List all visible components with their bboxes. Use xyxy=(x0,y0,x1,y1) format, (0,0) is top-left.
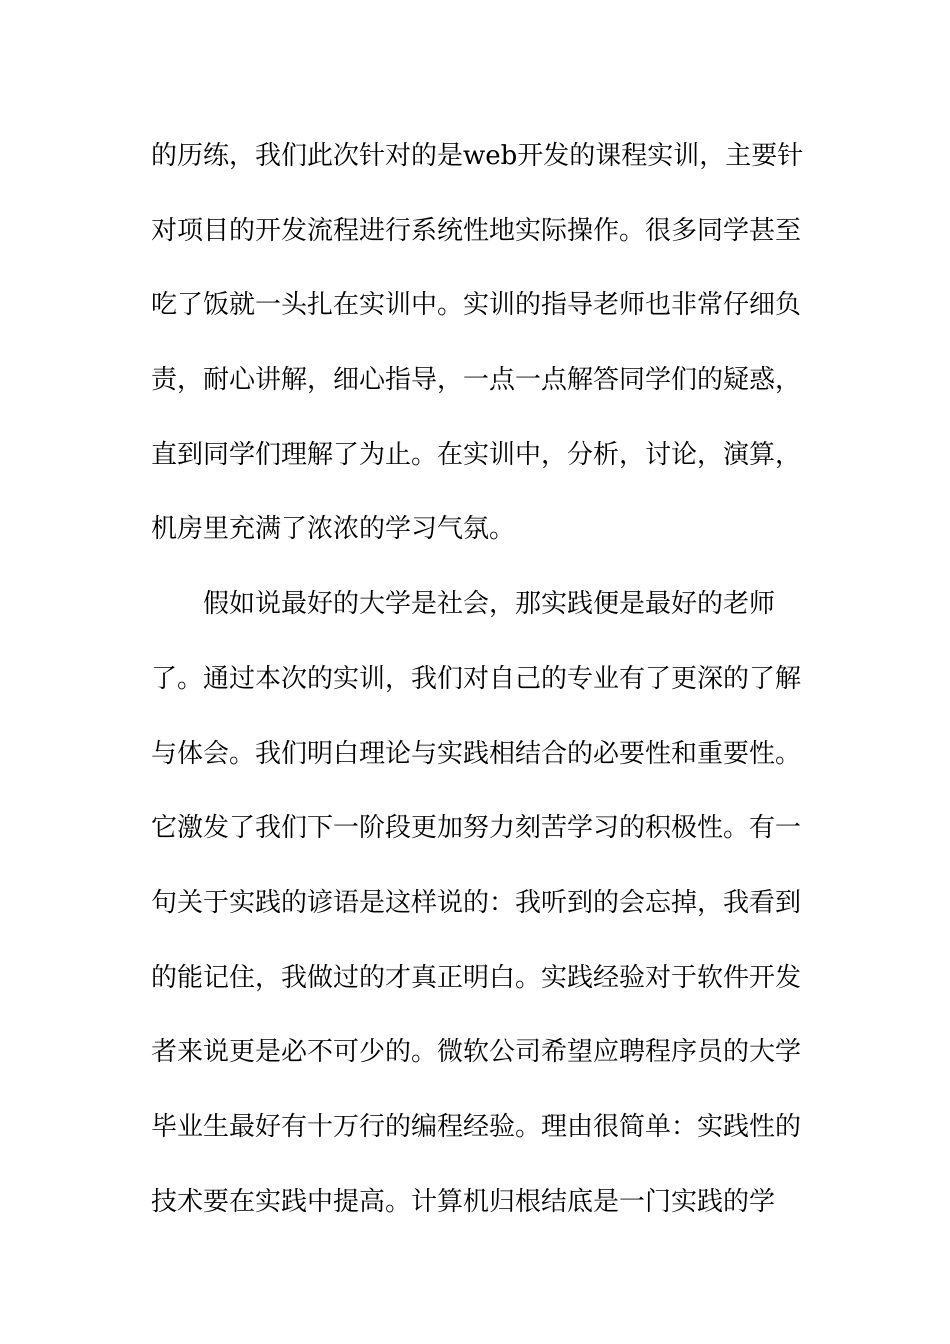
paragraph-line: 的历练，我们此次针对的是web开发的课程实训，主要针 xyxy=(151,141,804,171)
paragraph-line: 与体会。我们明白理论与实践相结合的必要性和重要性。 xyxy=(151,738,802,769)
paragraph-line: 机房里充满了浓浓的学习气氛。 xyxy=(151,514,516,545)
paragraph-line: 的能记住，我做过的才真正明白。实践经验对于软件开发 xyxy=(151,962,802,993)
paragraph-2 xyxy=(151,579,801,1251)
paragraph-line: 吃了饭就一头扎在实训中。实训的指导老师也非常仔细负 xyxy=(151,290,802,321)
paragraph-line: 对项目的开发流程进行系统性地实际操作。很多同学甚至 xyxy=(151,215,802,246)
paragraph-line: 它激发了我们下一阶段更加努力刻苦学习的积极性。有一 xyxy=(151,813,802,844)
paragraph-line: 句关于实践的谚语是这样说的：我听到的会忘掉，我看到 xyxy=(151,887,802,918)
paragraph-line: 责，耐心讲解，细心指导，一点一点解答同学们的疑惑， xyxy=(151,365,802,396)
paragraph-line: 直到同学们理解了为止。在实训中，分析，讨论，演算， xyxy=(151,439,802,470)
paragraph-line: 者来说更是必不可少的。微软公司希望应聘程序员的大学 xyxy=(151,1037,802,1068)
paragraph-line: 毕业生最好有十万行的编程经验。理由很简单：实践性的 xyxy=(151,1111,802,1142)
document-body xyxy=(151,131,804,1251)
paragraph-line: 技术要在实践中提高。计算机归根结底是一门实践的学 xyxy=(151,1186,776,1217)
paragraph-1 xyxy=(151,131,804,579)
paragraph-line-indented: 假如说最好的大学是社会，那实践便是最好的老师 xyxy=(203,589,776,620)
paragraph-line: 了。通过本次的实训，我们对自己的专业有了更深的了解 xyxy=(151,663,802,694)
